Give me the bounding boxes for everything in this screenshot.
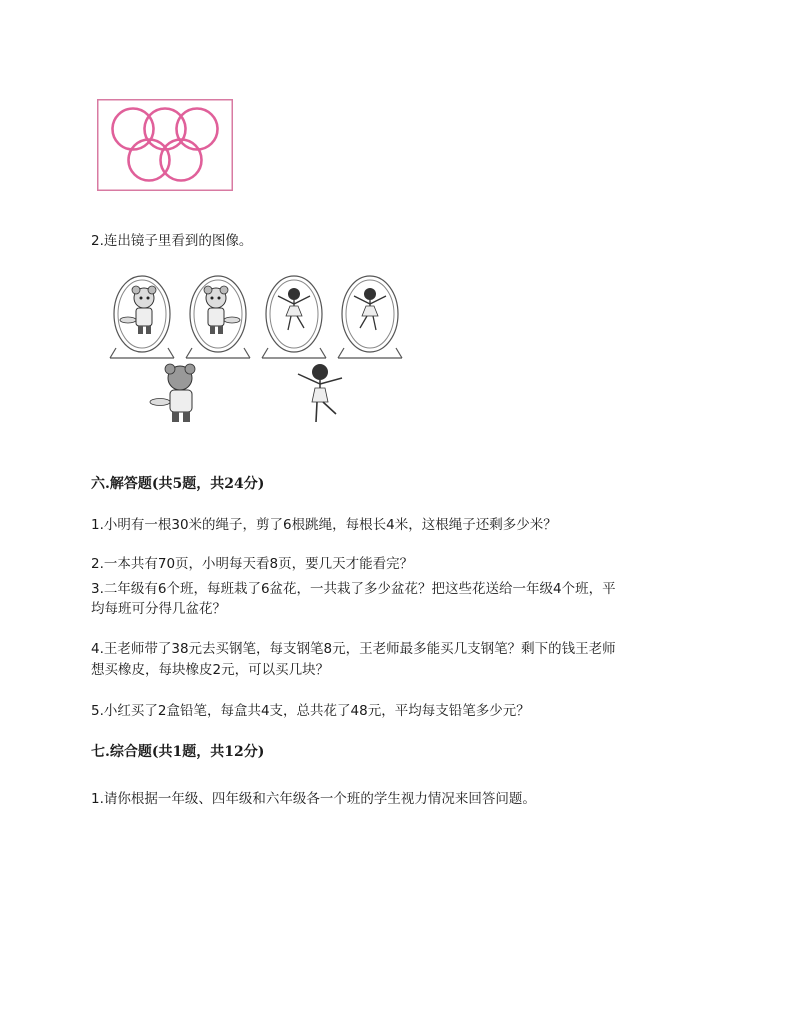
section7-q1: 1.请你根据一年级、四年级和六年级各一个班的学生视力情况来回答问题。 [91,791,536,807]
section6-q2: 2.一本共有70页，小明每天看8页，要几天才能看完？ [91,556,414,572]
q2-mirror-instruction: 2.连出镜子里看到的图像。 [91,233,253,249]
section6-title: 六.解答题(共5题，共24分) [91,476,265,492]
mirror-matching-figure [104,272,414,432]
section6-q1: 1.小明有一根30米的绳子，剪了6根跳绳，每根长4米，这根绳子还剩多少米？ [91,517,557,533]
ring-top-right [177,109,218,150]
bear-character [150,364,195,422]
ring-bottom-right [161,140,202,181]
ring-top-left [113,109,154,150]
bear-mirror-2 [186,276,250,358]
girl-character [298,364,342,422]
section6-q5: 5.小红买了2盒铅笔，每盒共4支，总共花了48元，平均每支铅笔多少元？ [91,703,530,719]
section6-q3-line2: 均每班可分得几盆花？ [91,601,226,617]
section6-q4-line2: 想买橡皮，每块橡皮2元，可以买几块？ [91,662,330,678]
ring-top-middle [145,109,186,150]
girl-mirror-1 [262,276,326,358]
section7-title: 七.综合题(共1题，共12分) [91,744,265,760]
girl-mirror-2 [338,276,402,358]
bear-mirror-1 [110,276,174,358]
section6-q4-line1: 4.王老师带了38元去买钢笔，每支钢笔8元，王老师最多能买几支钢笔？剩下的钱王老师 [91,641,616,657]
section6-q3-line1: 3.二年级有6个班，每班栽了6盆花，一共栽了多少盆花？把这些花送给一年级4个班，平 [91,581,616,597]
ring-bottom-left [129,140,170,181]
olympic-rings-figure [97,99,233,191]
